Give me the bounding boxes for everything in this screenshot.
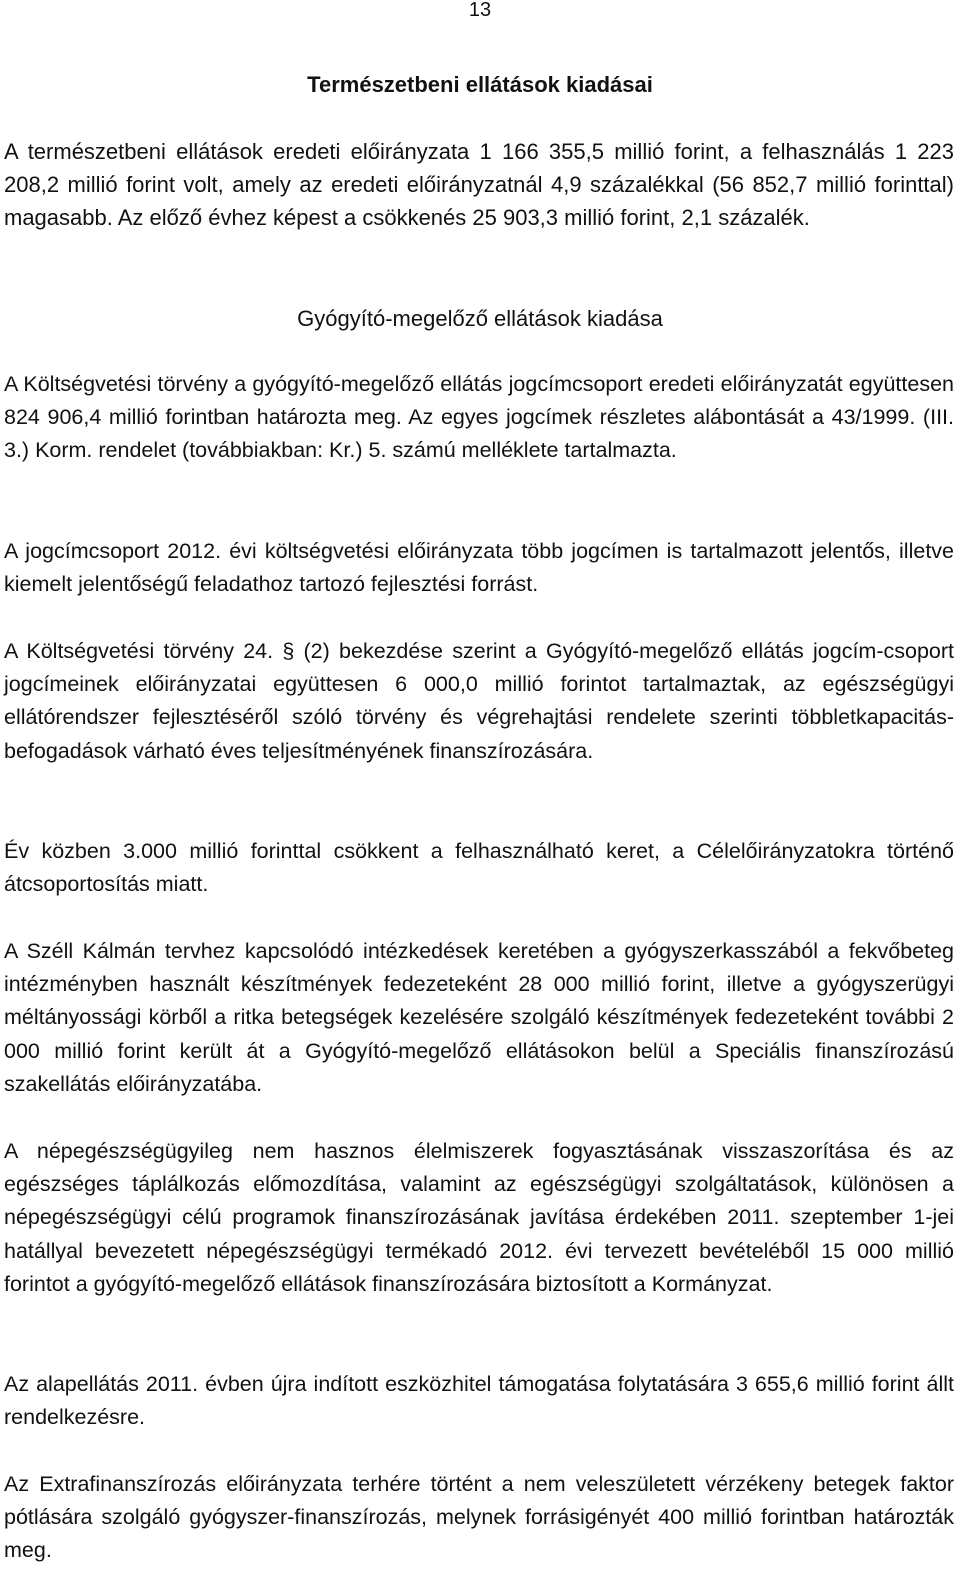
paragraph-reduction: Év közben 3.000 millió forinttal csökkent a felhasználható keret, a Célelőirányzatokra történő átcsoportosítás miatt. <box>4 839 954 897</box>
intro-paragraph: A természetbeni ellátások eredeti előirányzata 1 166 355,5 millió forint, a felhasználás 1 223 208,2 millió forint volt, amely az eredeti előirányzatnál 4,9 százalékkal (56 852,7 millió forinttal) magasabb. Az előző évhez képest a csökkenés 25 903,3 millió forint, 2,1 százalék. <box>4 139 954 231</box>
paragraph-szell-kalman-plan: A Széll Kálmán tervhez kapcsolódó intézkedések keretében a gyógyszerkasszából a fekvőbeteg intézményben használt készítmények fedezeteként 28 000 millió forint, illetve a gyógyszerügyi méltányossági körből a ritka betegségek kezelésére szolgáló készítmények fedezeteként további 2 000 millió forint került át a Gyógyító-megelőző ellátásokon belül a Speciális finanszírozású szakellátás előirányzatába. <box>4 939 954 1096</box>
paragraph-primary-care-loan: Az alapellátás 2011. évben újra indított eszközhitel támogatása folytatására 3 655,6 millió forint állt rendelkezésre. <box>4 1372 954 1430</box>
page-number: 13 <box>468 0 492 21</box>
section-title: Természetbeni ellátások kiadásai <box>307 72 653 97</box>
paragraph-budget-law: A Költségvetési törvény a gyógyító-megelőző ellátás jogcímcsoport eredeti előirányzatát együttesen 824 906,4 millió forintban határozta meg. Az egyes jogcímek részletes alábontását a 43/1999. (III. 3.) Korm. rendelet (továbbiakban: Kr.) 5. számú melléklete tartalmazta. <box>4 372 954 463</box>
paragraph-development-source: A jogcímcsoport 2012. évi költségvetési előirányzata több jogcímen is tartalmazott jelentős, illetve kiemelt jelentőségű feladathoz tartozó fejlesztési forrást. <box>4 539 954 597</box>
paragraph-capacity-financing: A Költségvetési törvény 24. § (2) bekezdése szerint a Gyógyító-megelőző ellátás jogcím-csoport jogcímeinek előirányzatai együttesen 6 000,0 millió forintot tartalmaztak, az egészségügyi ellátórendszer fejlesztéséről szóló törvény és végrehajtási rendelete szerinti többletkapacitás-befogadások várható éves teljesítményének finanszírozására. <box>4 639 954 763</box>
paragraph-extra-financing: Az Extrafinanszírozás előirányzata terhére történt a nem veleszületett vérzékeny betegek faktor pótlására szolgáló gyógyszer-finanszírozás, melynek forrásigényét 400 millió forintban határozták meg. <box>4 1472 954 1563</box>
paragraph-public-health-tax: A népegészségügyileg nem hasznos élelmiszerek fogyasztásának visszaszorítása és az egészséges táplálkozás előmozdítása, valamint az egészségügyi szolgáltatások, különösen a népegészségügyi célú programok finanszírozásának javítása érdekében 2011. szeptember 1-jei hatállyal bevezetett népegészségügyi termékadó 2012. évi tervezett bevételéből 15 000 millió forintot a gyógyító-megelőző ellátások finanszírozására biztosított a Kormányzat. <box>4 1139 954 1296</box>
subsection-title: Gyógyító-megelőző ellátások kiadása <box>297 306 663 331</box>
